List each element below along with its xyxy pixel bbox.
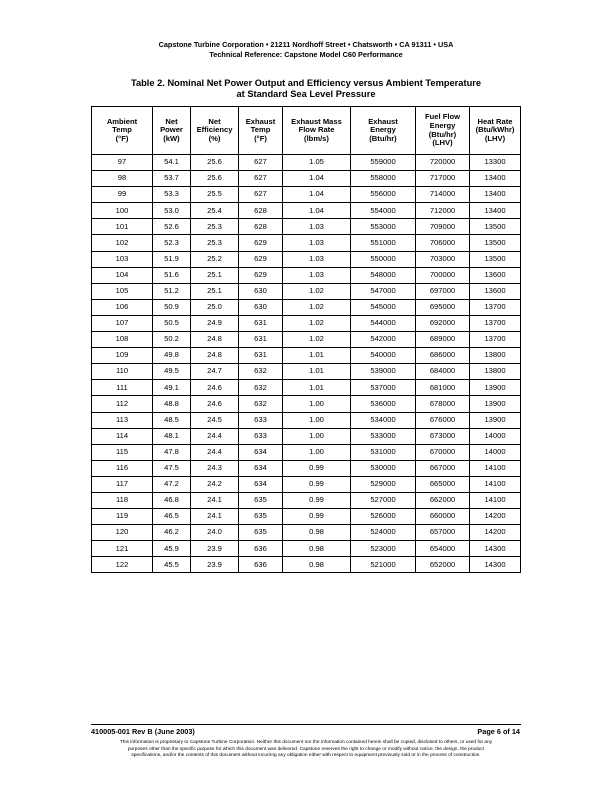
- table-cell: 536000: [351, 396, 416, 412]
- table-cell: 115: [92, 444, 153, 460]
- table-cell: 50.5: [153, 315, 191, 331]
- table-cell: 662000: [416, 492, 470, 508]
- column-header-line: Exhaust: [368, 116, 398, 126]
- table-cell: 627: [239, 187, 283, 203]
- table-cell: 657000: [416, 525, 470, 541]
- table-cell: 24.1: [191, 492, 239, 508]
- table-cell: 0.99: [283, 476, 351, 492]
- page-header: [0, 40, 612, 60]
- column-header-line: Fuel Flow: [424, 112, 460, 122]
- table-cell: 545000: [351, 299, 416, 315]
- table-row: [92, 332, 521, 348]
- table-cell: 540000: [351, 348, 416, 364]
- table-row: [92, 541, 521, 557]
- table-cell: 654000: [416, 541, 470, 557]
- table-cell: 537000: [351, 380, 416, 396]
- table-cell: 51.9: [153, 251, 191, 267]
- table-cell: 632: [239, 380, 283, 396]
- table-cell: 13800: [470, 348, 521, 364]
- table-cell: 534000: [351, 412, 416, 428]
- table-cell: 109: [92, 348, 153, 364]
- table-cell: 103: [92, 251, 153, 267]
- table-row: [92, 348, 521, 364]
- table-cell: 25.0: [191, 299, 239, 315]
- table-cell: 98: [92, 171, 153, 187]
- table-cell: 24.4: [191, 428, 239, 444]
- table-cell: 1.00: [283, 412, 351, 428]
- column-header-line: Net: [165, 116, 178, 126]
- footer-disclaimer: [82, 740, 530, 760]
- table-cell: 52.6: [153, 219, 191, 235]
- table-cell: 0.99: [283, 509, 351, 525]
- column-header-line: (Btu/hr): [369, 133, 397, 143]
- table-cell: 24.8: [191, 348, 239, 364]
- table-cell: 1.03: [283, 235, 351, 251]
- table-cell: 539000: [351, 364, 416, 380]
- table-cell: 631: [239, 348, 283, 364]
- table-cell: 14300: [470, 557, 521, 573]
- table-cell: 695000: [416, 299, 470, 315]
- table-cell: 24.6: [191, 396, 239, 412]
- table-cell: 533000: [351, 428, 416, 444]
- table-header-row: [92, 107, 521, 155]
- disclaimer-line: This information is proprietary to Capstone Turbine Corporation. Neither this document nor the information contained herein shall be copied, disclosed to others, or used for any: [119, 740, 493, 745]
- table-cell: 542000: [351, 332, 416, 348]
- table-cell: 526000: [351, 509, 416, 525]
- table-cell: 49.8: [153, 348, 191, 364]
- table-cell: 49.1: [153, 380, 191, 396]
- table-cell: 629: [239, 267, 283, 283]
- table-cell: 116: [92, 460, 153, 476]
- table-cell: 23.9: [191, 557, 239, 573]
- table-row: [92, 380, 521, 396]
- table-cell: 634: [239, 476, 283, 492]
- table-cell: 631: [239, 332, 283, 348]
- table-cell: 700000: [416, 267, 470, 283]
- table-cell: 25.3: [191, 219, 239, 235]
- table-cell: 53.0: [153, 203, 191, 219]
- table-cell: 13500: [470, 251, 521, 267]
- table-cell: 527000: [351, 492, 416, 508]
- table-cell: 636: [239, 541, 283, 557]
- table-cell: 13700: [470, 332, 521, 348]
- table-row: [92, 251, 521, 267]
- table-cell: 25.4: [191, 203, 239, 219]
- table-cell: 1.04: [283, 171, 351, 187]
- table-cell: 676000: [416, 412, 470, 428]
- table-cell: 121: [92, 541, 153, 557]
- column-header-line: (Btu/kWhr): [475, 125, 515, 135]
- table-cell: 53.3: [153, 187, 191, 203]
- table-cell: 14100: [470, 492, 521, 508]
- table-cell: 531000: [351, 444, 416, 460]
- table-cell: 13500: [470, 235, 521, 251]
- table-cell: 634: [239, 444, 283, 460]
- table-cell: 630: [239, 283, 283, 299]
- table-cell: 13700: [470, 315, 521, 331]
- table-cell: 14100: [470, 476, 521, 492]
- table-cell: 628: [239, 203, 283, 219]
- table-cell: 114: [92, 428, 153, 444]
- header-address: Capstone Turbine Corporation • 21211 Nordhoff Street • Chatsworth • CA 91311 • USA: [158, 40, 454, 49]
- table-cell: 24.6: [191, 380, 239, 396]
- table-cell: 635: [239, 492, 283, 508]
- table-cell: 714000: [416, 187, 470, 203]
- table-cell: 13500: [470, 219, 521, 235]
- table-cell: 51.6: [153, 267, 191, 283]
- table-cell: 102: [92, 235, 153, 251]
- table-cell: 46.5: [153, 509, 191, 525]
- table-cell: 529000: [351, 476, 416, 492]
- table-cell: 118: [92, 492, 153, 508]
- table-cell: 1.02: [283, 315, 351, 331]
- table-cell: 1.02: [283, 283, 351, 299]
- table-cell: 14000: [470, 444, 521, 460]
- table-cell: 13400: [470, 203, 521, 219]
- table-row: [92, 364, 521, 380]
- table-cell: 521000: [351, 557, 416, 573]
- table-row: [92, 203, 521, 219]
- column-header-line: (LHV): [484, 133, 506, 143]
- table-cell: 47.5: [153, 460, 191, 476]
- column-header-line: (°F): [115, 133, 129, 143]
- table-body: [92, 155, 521, 573]
- table-cell: 629: [239, 235, 283, 251]
- table-cell: 24.5: [191, 412, 239, 428]
- column-header-line: Heat Rate: [477, 116, 513, 126]
- column-header: [283, 107, 351, 155]
- table-cell: 678000: [416, 396, 470, 412]
- table-cell: 0.99: [283, 492, 351, 508]
- column-header-line: (%): [208, 133, 221, 143]
- table-cell: 1.00: [283, 396, 351, 412]
- table-row: [92, 428, 521, 444]
- table-cell: 48.1: [153, 428, 191, 444]
- table-row: [92, 444, 521, 460]
- column-header: [416, 107, 470, 155]
- table-row: [92, 460, 521, 476]
- table-cell: 628: [239, 219, 283, 235]
- table-cell: 660000: [416, 509, 470, 525]
- table-cell: 554000: [351, 203, 416, 219]
- table-cell: 530000: [351, 460, 416, 476]
- table-cell: 697000: [416, 283, 470, 299]
- table-cell: 706000: [416, 235, 470, 251]
- table-row: [92, 267, 521, 283]
- column-header-line: (°F): [254, 133, 267, 143]
- table-cell: 108: [92, 332, 153, 348]
- table-cell: 119: [92, 509, 153, 525]
- table-cell: 630: [239, 299, 283, 315]
- table-cell: 48.5: [153, 412, 191, 428]
- column-header-line: Net: [208, 116, 221, 126]
- table-cell: 49.5: [153, 364, 191, 380]
- table-cell: 122: [92, 557, 153, 573]
- table-row: [92, 219, 521, 235]
- table-cell: 548000: [351, 267, 416, 283]
- table-cell: 1.01: [283, 364, 351, 380]
- table-cell: 1.03: [283, 219, 351, 235]
- table-cell: 50.2: [153, 332, 191, 348]
- table-cell: 25.1: [191, 267, 239, 283]
- footer-page-number: Page 6 of 14: [477, 727, 520, 736]
- table-cell: 24.8: [191, 332, 239, 348]
- table-cell: 681000: [416, 380, 470, 396]
- table-title-line1: Table 2. Nominal Net Power Output and Efficiency versus Ambient Temperature: [130, 78, 482, 88]
- table-cell: 107: [92, 315, 153, 331]
- table-cell: 556000: [351, 187, 416, 203]
- column-header-line: Energy: [370, 125, 396, 135]
- table-cell: 99: [92, 187, 153, 203]
- table-cell: 14000: [470, 428, 521, 444]
- table-cell: 553000: [351, 219, 416, 235]
- table-cell: 23.9: [191, 541, 239, 557]
- table-cell: 524000: [351, 525, 416, 541]
- column-header-line: (Btu/hr): [428, 129, 457, 139]
- column-header: [239, 107, 283, 155]
- table-cell: 45.5: [153, 557, 191, 573]
- table-cell: 53.7: [153, 171, 191, 187]
- column-header-line: Exhaust: [245, 116, 276, 126]
- disclaimer-line: purposes other than the specific purpose for which this document was delivered. Capstone reserves the right to change or modify without notice, the design, the product: [127, 746, 485, 752]
- table-cell: 636: [239, 557, 283, 573]
- table-cell: 24.2: [191, 476, 239, 492]
- table-cell: 709000: [416, 219, 470, 235]
- table-row: [92, 412, 521, 428]
- table-row: [92, 396, 521, 412]
- table-cell: 47.8: [153, 444, 191, 460]
- table-cell: 14200: [470, 525, 521, 541]
- table-cell: 24.1: [191, 509, 239, 525]
- table-cell: 550000: [351, 251, 416, 267]
- table-cell: 0.99: [283, 460, 351, 476]
- table-cell: 14200: [470, 509, 521, 525]
- footer-doc-id: 410005-001 Rev B (June 2003): [91, 727, 195, 736]
- table-cell: 1.03: [283, 267, 351, 283]
- table-cell: 24.3: [191, 460, 239, 476]
- table-cell: 629: [239, 251, 283, 267]
- table-cell: 635: [239, 525, 283, 541]
- table-cell: 634: [239, 460, 283, 476]
- column-header: [470, 107, 521, 155]
- table-cell: 627: [239, 155, 283, 171]
- table-cell: 652000: [416, 557, 470, 573]
- table-cell: 24.9: [191, 315, 239, 331]
- table-cell: 627: [239, 171, 283, 187]
- table-row: [92, 235, 521, 251]
- column-header-line: (kW): [163, 133, 180, 143]
- table-cell: 13800: [470, 364, 521, 380]
- table-cell: 1.01: [283, 348, 351, 364]
- table-cell: 25.1: [191, 283, 239, 299]
- table-cell: 631: [239, 315, 283, 331]
- table-cell: 1.00: [283, 444, 351, 460]
- table-cell: 1.04: [283, 187, 351, 203]
- table-cell: 0.98: [283, 557, 351, 573]
- table-row: [92, 557, 521, 573]
- table-cell: 559000: [351, 155, 416, 171]
- table-cell: 703000: [416, 251, 470, 267]
- table-cell: 52.3: [153, 235, 191, 251]
- table-cell: 0.98: [283, 541, 351, 557]
- table-row: [92, 476, 521, 492]
- table-cell: 13600: [470, 283, 521, 299]
- table-cell: 667000: [416, 460, 470, 476]
- table-cell: 558000: [351, 171, 416, 187]
- table-cell: 24.0: [191, 525, 239, 541]
- table-cell: 105: [92, 283, 153, 299]
- column-header: [191, 107, 239, 155]
- table-cell: 1.01: [283, 380, 351, 396]
- table-cell: 54.1: [153, 155, 191, 171]
- column-header-line: Exhaust Mass: [291, 116, 342, 126]
- table-cell: 46.8: [153, 492, 191, 508]
- table-row: [92, 525, 521, 541]
- table-cell: 25.3: [191, 235, 239, 251]
- table-cell: 689000: [416, 332, 470, 348]
- table-cell: 13900: [470, 380, 521, 396]
- column-header: [92, 107, 153, 155]
- table-cell: 48.8: [153, 396, 191, 412]
- table-cell: 110: [92, 364, 153, 380]
- table-cell: 632: [239, 396, 283, 412]
- table-cell: 25.2: [191, 251, 239, 267]
- table-cell: 113: [92, 412, 153, 428]
- table-cell: 101: [92, 219, 153, 235]
- table-cell: 13700: [470, 299, 521, 315]
- table-cell: 547000: [351, 283, 416, 299]
- table-cell: 720000: [416, 155, 470, 171]
- table-row: [92, 299, 521, 315]
- column-header-line: (lbm/s): [304, 133, 329, 143]
- table-cell: 1.05: [283, 155, 351, 171]
- table-cell: 111: [92, 380, 153, 396]
- table-cell: 670000: [416, 444, 470, 460]
- table-cell: 717000: [416, 171, 470, 187]
- table-cell: 684000: [416, 364, 470, 380]
- header-reference: Technical Reference: Capstone Model C60 Performance: [209, 50, 403, 59]
- table-cell: 712000: [416, 203, 470, 219]
- table-row: [92, 315, 521, 331]
- table-cell: 13900: [470, 412, 521, 428]
- column-header: [153, 107, 191, 155]
- table-cell: 25.6: [191, 171, 239, 187]
- performance-table: [91, 106, 521, 573]
- column-header-line: Temp: [112, 125, 132, 135]
- table-cell: 633: [239, 412, 283, 428]
- column-header-line: Temp: [250, 125, 271, 135]
- table-cell: 1.02: [283, 299, 351, 315]
- column-header-line: Efficiency: [196, 125, 233, 135]
- table-cell: 13400: [470, 187, 521, 203]
- table-cell: 551000: [351, 235, 416, 251]
- table-cell: 635: [239, 509, 283, 525]
- table-cell: 112: [92, 396, 153, 412]
- table-cell: 673000: [416, 428, 470, 444]
- table-cell: 13300: [470, 155, 521, 171]
- table-cell: 13900: [470, 396, 521, 412]
- table-cell: 50.9: [153, 299, 191, 315]
- table-cell: 523000: [351, 541, 416, 557]
- table-cell: 104: [92, 267, 153, 283]
- table-cell: 13400: [470, 171, 521, 187]
- table-row: [92, 492, 521, 508]
- table-cell: 24.4: [191, 444, 239, 460]
- table-cell: 14100: [470, 460, 521, 476]
- table-cell: 1.03: [283, 251, 351, 267]
- table-cell: 1.04: [283, 203, 351, 219]
- table-row: [92, 187, 521, 203]
- table-row: [92, 283, 521, 299]
- table-cell: 46.2: [153, 525, 191, 541]
- table-cell: 45.9: [153, 541, 191, 557]
- table-cell: 1.02: [283, 332, 351, 348]
- table-cell: 14300: [470, 541, 521, 557]
- table-cell: 120: [92, 525, 153, 541]
- table-row: [92, 509, 521, 525]
- column-header-line: Ambient: [106, 116, 138, 126]
- table-cell: 544000: [351, 315, 416, 331]
- table-cell: 100: [92, 203, 153, 219]
- table-cell: 686000: [416, 348, 470, 364]
- table-cell: 692000: [416, 315, 470, 331]
- table-cell: 1.00: [283, 428, 351, 444]
- table-cell: 632: [239, 364, 283, 380]
- column-header: [351, 107, 416, 155]
- table-row: [92, 171, 521, 187]
- column-header-line: Flow Rate: [298, 125, 335, 135]
- disclaimer-line: specifications, and/or the contents of this document without incurring any obligation either with respect to equipment previously sold or in the process of construction.: [131, 753, 481, 759]
- table-cell: 13600: [470, 267, 521, 283]
- table-cell: 665000: [416, 476, 470, 492]
- table-cell: 51.2: [153, 283, 191, 299]
- column-header-line: Power: [160, 125, 183, 135]
- table-cell: 47.2: [153, 476, 191, 492]
- table-cell: 97: [92, 155, 153, 171]
- table-title: [0, 78, 612, 100]
- table-title-line2: at Standard Sea Level Pressure: [236, 89, 376, 99]
- table-row: [92, 155, 521, 171]
- column-header-line: (LHV): [432, 138, 453, 148]
- table-cell: 24.7: [191, 364, 239, 380]
- table-cell: 117: [92, 476, 153, 492]
- table-cell: 25.5: [191, 187, 239, 203]
- table-cell: 106: [92, 299, 153, 315]
- table-cell: 0.98: [283, 525, 351, 541]
- footer-divider: [91, 724, 521, 725]
- table-cell: 25.6: [191, 155, 239, 171]
- column-header-line: Energy: [429, 120, 456, 130]
- table-cell: 633: [239, 428, 283, 444]
